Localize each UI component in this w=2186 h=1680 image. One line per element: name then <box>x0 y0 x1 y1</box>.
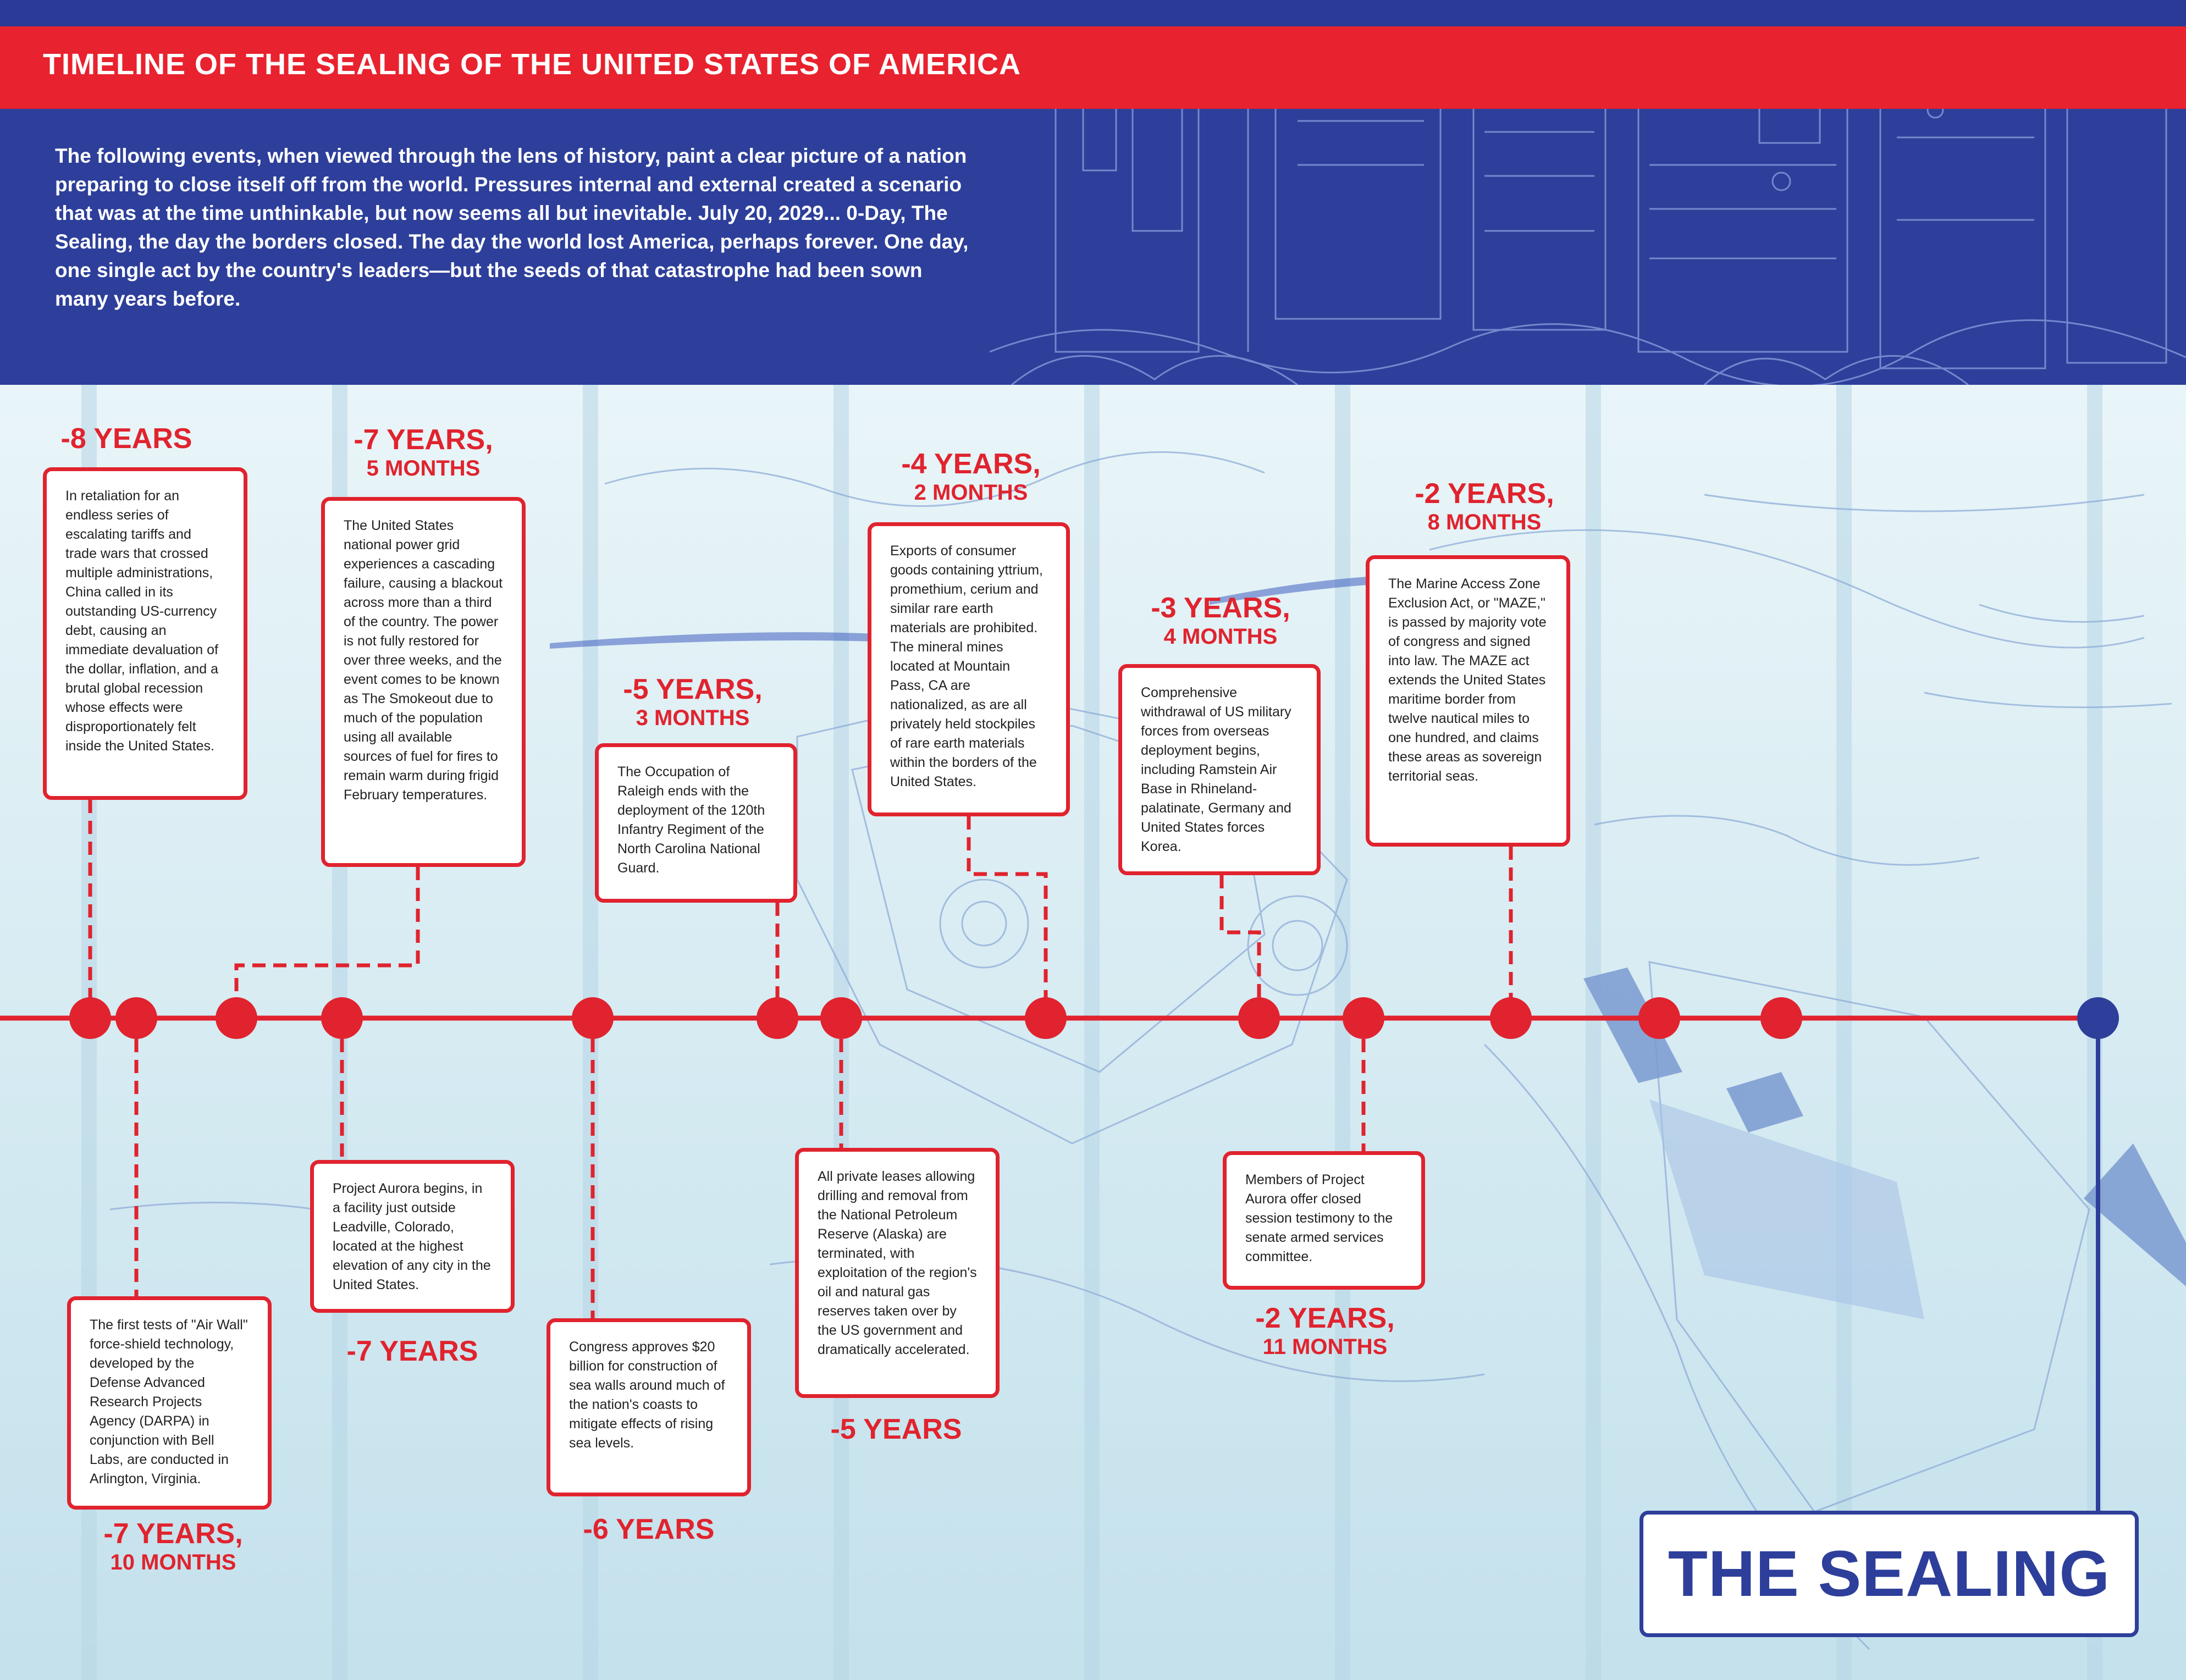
event-box-4y2m: Exports of consumer goods containing yttrium, promethium, cerium and similar rare earth materials are prohibited. The mineral mines located at Mountain Pass, CA are nationalized, as are all privately held stockpiles of rare earth materials within the borders of the United States. <box>868 522 1070 816</box>
event-label-8y: -8 YEARS <box>60 423 192 455</box>
event-label-7y10m: -7 YEARS, 10 MONTHS <box>103 1518 243 1574</box>
timeline-dot[interactable] <box>115 997 157 1039</box>
event-label-5y3m: -5 YEARS, 3 MONTHS <box>623 673 763 730</box>
event-label-4y2m: -4 YEARS, 2 MONTHS <box>901 448 1041 505</box>
event-label-3y4m: -3 YEARS, 4 MONTHS <box>1151 592 1290 649</box>
timeline-dot[interactable] <box>1343 997 1384 1039</box>
event-label-2y11m: -2 YEARS, 11 MONTHS <box>1255 1302 1395 1359</box>
timeline-dot[interactable] <box>1490 997 1532 1039</box>
connector-4y2m <box>969 816 1046 1018</box>
sealing-dot[interactable] <box>2077 997 2119 1039</box>
event-label-2y8m: -2 YEARS, 8 MONTHS <box>1415 478 1554 534</box>
timeline-dot[interactable] <box>1238 997 1280 1039</box>
timeline-dot[interactable] <box>1025 997 1067 1039</box>
timeline-dot[interactable] <box>69 997 111 1039</box>
the-sealing-box[interactable]: THE SEALING <box>1640 1511 2139 1637</box>
connector-7y5m <box>236 867 418 1018</box>
event-box-2y11m: Members of Project Aurora offer closed session testimony to the senate armed services committee. <box>1223 1151 1425 1290</box>
event-box-7y: Project Aurora begins, in a facility just outside Leadville, Colorado, located at the highest elevation of any city in the United States. <box>310 1160 515 1313</box>
timeline-dot[interactable] <box>216 997 257 1039</box>
event-box-5y: All private leases allowing drilling and removal from the National Petroleum Reserve (Alaska) are terminated, with exploitation of the region's oil and natural gas reserves taken over by the US government and dramatically accelerated. <box>795 1148 1000 1398</box>
event-label-6y: -6 YEARS <box>583 1513 715 1545</box>
event-box-6y: Congress approves $20 billion for construction of sea walls around much of the nation's coasts to mitigate effects of rising sea levels. <box>546 1318 751 1496</box>
timeline-dot[interactable] <box>820 997 862 1039</box>
event-box-5y3m: The Occupation of Raleigh ends with the deployment of the 120th Infantry Regiment of the North Carolina National Guard. <box>595 743 797 903</box>
timeline-dot[interactable] <box>572 997 614 1039</box>
event-box-7y10m: The first tests of "Air Wall" force-shield technology, developed by the Defense Advanced Research Projects Agency (DARPA) in conjunction with Bell Labs, are conducted in Arlington, Virginia. <box>67 1296 272 1510</box>
timeline-dot[interactable] <box>1638 997 1680 1039</box>
event-label-7y: -7 YEARS <box>346 1335 478 1367</box>
timeline-dot[interactable] <box>757 997 798 1039</box>
timeline-dot[interactable] <box>321 997 363 1039</box>
event-box-7y5m: The United States national power grid experiences a cascading failure, causing a blackout across more than a third of the country. The power is not fully restored for over three weeks, and the event comes to be known as The Smokeout due to much of the population using all available sources of fuel for fires to remain warm during frigid February temperatures. <box>321 497 526 867</box>
connector-3y4m <box>1222 875 1259 1018</box>
event-box-3y4m: Comprehensive withdrawal of US military forces from overseas deployment begins, including Ramstein Air Base in Rhineland-palatinate, Germany and United States forces Korea. <box>1118 664 1321 875</box>
event-label-5y: -5 YEARS <box>830 1413 962 1445</box>
intro-paragraph: The following events, when viewed through the lens of history, paint a clear picture of a nation preparing to close itself off from the world. Pressures internal and external created a scenario that was at the time unthinkable, but now seems all but inevitable. July 20, 2029... 0-Day, The Sealing, the day the borders closed. The day the world lost America, perhaps forever. One day, one single act by the country's leaders—but the seeds of that catastrophe had been sown many years before. <box>55 145 969 310</box>
timeline-dot[interactable] <box>1760 997 1802 1039</box>
event-box-8y: In retaliation for an endless series of escalating tariffs and trade wars that crossed multiple administrations, China called in its outstanding US-currency debt, causing an immediate devaluation of the dollar, inflation, and a brutal global recession whose effects were disproportionately felt inside the United States. <box>43 467 247 800</box>
page-title: TIMELINE OF THE SEALING OF THE UNITED STATES OF AMERICA <box>43 48 1021 81</box>
event-label-7y5m: -7 YEARS, 5 MONTHS <box>354 424 493 480</box>
event-box-2y8m: The Marine Access Zone Exclusion Act, or "MAZE," is passed by majority vote of congress and signed into law. The MAZE act extends the United States maritime border from twelve nautical miles to one hundred, and claims these areas as sovereign territorial seas. <box>1366 555 1570 847</box>
